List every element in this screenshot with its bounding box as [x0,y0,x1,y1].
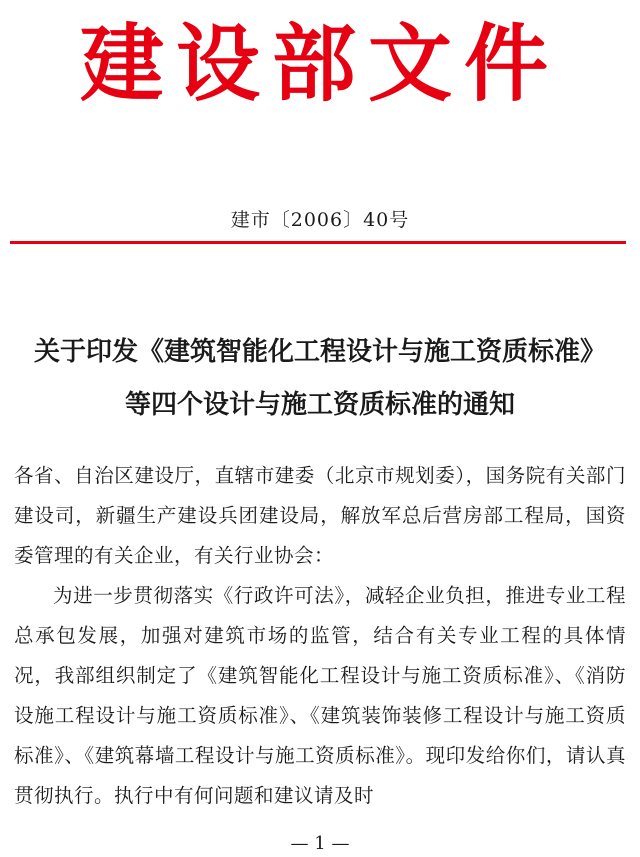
document-header-title: 建设部文件 [79,14,560,113]
page-number: — 1 — [290,833,350,854]
red-divider-line [10,241,626,244]
addressees-paragraph: 各省、自治区建设厅，直辖市建委（北京市规划委），国务院有关部门建设司，新疆生产建设兵团建设局，解放军总后营房部工程局，国资委管理的有关企业，有关行业协会： [14,464,626,567]
document-title-line-1: 关于印发《建筑智能化工程设计与施工资质标准》 [33,337,606,367]
document-title-line-2: 等四个设计与施工资质标准的通知 [124,390,515,420]
document-body [14,456,626,816]
body-paragraph: 为进一步贯彻落实《行政许可法》，减轻企业负担，推进专业工程总承包发展，加强对建筑市场的监管，结合有关专业工程的具体情况，我部组织制定了《建筑智能化工程设计与施工资质标准》、《消防设施工程设计与施工资质标准》、《建筑装饰装修工程设计与施工资质标准》、《建筑幕墙工程设计与施工资质标准》。现印发给你们，请认真贯彻执行。执行中有何问题和建议请及时 [14,584,626,807]
document-number: 建市〔2006〕40号 [230,209,410,231]
